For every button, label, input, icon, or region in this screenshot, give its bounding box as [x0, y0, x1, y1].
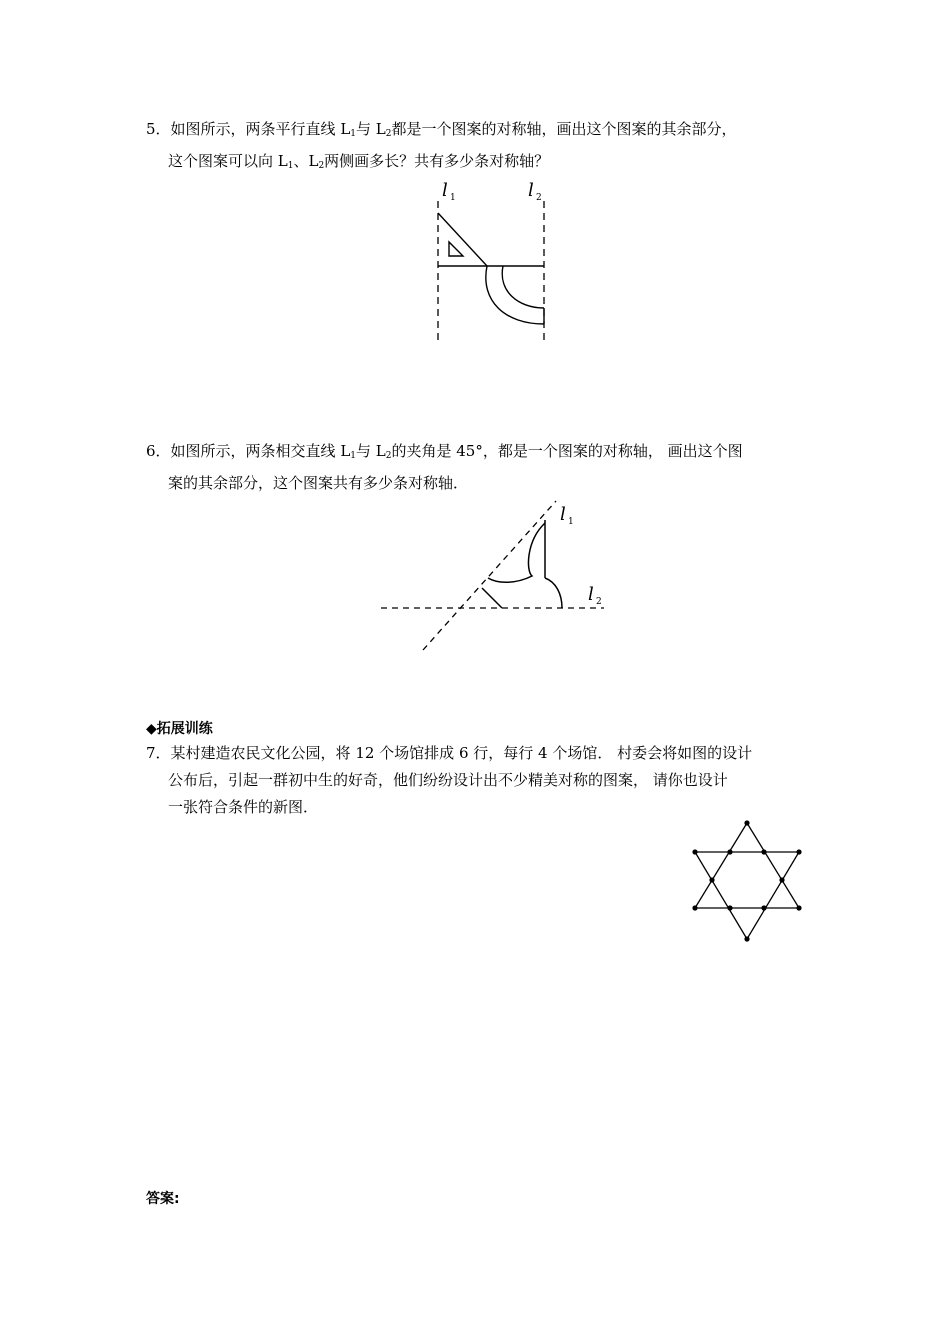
star-point	[727, 905, 732, 910]
star-point	[692, 849, 697, 854]
question-7-line-3: 一张符合条件的新图．	[168, 798, 319, 816]
triangle-hole	[449, 242, 463, 256]
question-5-line-1: 5．如图所示，两条平行直线 $L_1$与 $L_2$都是一个图案的对称轴，画出这个图案的其余部分，	[146, 120, 737, 139]
question-5-number: 5．	[146, 120, 171, 138]
star-point	[692, 905, 697, 910]
question-6-number: 6．	[146, 442, 171, 460]
fig6-label-l1-sub: 1	[568, 517, 574, 527]
star-point	[779, 877, 784, 882]
star-triangle-up	[695, 823, 799, 908]
fig6-label-l2: l	[588, 584, 594, 605]
question-7-star-figure	[686, 814, 810, 948]
star-point	[761, 849, 766, 854]
shape-short-line	[482, 588, 502, 608]
star-points	[692, 820, 801, 941]
question-6-line-1: 6．如图所示，两条相交直线 $L_1$与 $L_2$的夹角是 45°，都是一个图案的对称轴， 画出这个图	[146, 442, 743, 461]
triangle-hypotenuse	[438, 213, 487, 266]
fig5-label-l1-sub: 1	[450, 193, 456, 203]
star-point	[727, 849, 732, 854]
star-point	[744, 820, 749, 825]
axis-l1	[423, 501, 556, 650]
question-6-figure	[376, 496, 616, 656]
section-heading: ◆拓展训练	[146, 721, 213, 737]
star-point	[761, 905, 766, 910]
question-5-figure	[420, 176, 570, 348]
question-7-number: 7．	[146, 744, 171, 762]
arc-inner	[502, 266, 544, 308]
shape-bottom-arc	[545, 578, 562, 608]
fig5-label-l2-sub: 2	[536, 193, 542, 203]
question-7	[146, 740, 752, 821]
question-6	[146, 438, 743, 497]
star-point	[796, 905, 801, 910]
star-point	[744, 936, 749, 941]
fig6-label-l2-sub: 2	[596, 597, 602, 607]
star-triangle-down	[695, 852, 799, 939]
arc-outer	[486, 266, 544, 324]
answer-label: 答案:	[146, 1191, 180, 1207]
star-point	[796, 849, 801, 854]
question-5	[146, 116, 737, 180]
star-point	[709, 877, 714, 882]
shape-inner-arc	[488, 523, 545, 582]
question-6-line-2: 案的其余部分，这个图案共有多少条对称轴．	[168, 474, 469, 492]
fig5-label-l1: l	[442, 180, 448, 201]
question-7-line-1: 7．某村建造农民文化公园，将 12 个场馆排成 6 行，每行 4 个场馆． 村委会将如图的设计	[146, 744, 753, 762]
question-7-line-2: 公布后，引起一群初中生的好奇，他们纷纷设计出不少精美对称的图案， 请你也设计	[168, 771, 728, 789]
fig5-label-l2: l	[528, 180, 534, 201]
question-5-line-2: 这个图案可以向 $L_1$、$L_2$两侧画多长？共有多少条对称轴？	[168, 152, 550, 171]
fig6-label-l1: l	[560, 504, 566, 525]
